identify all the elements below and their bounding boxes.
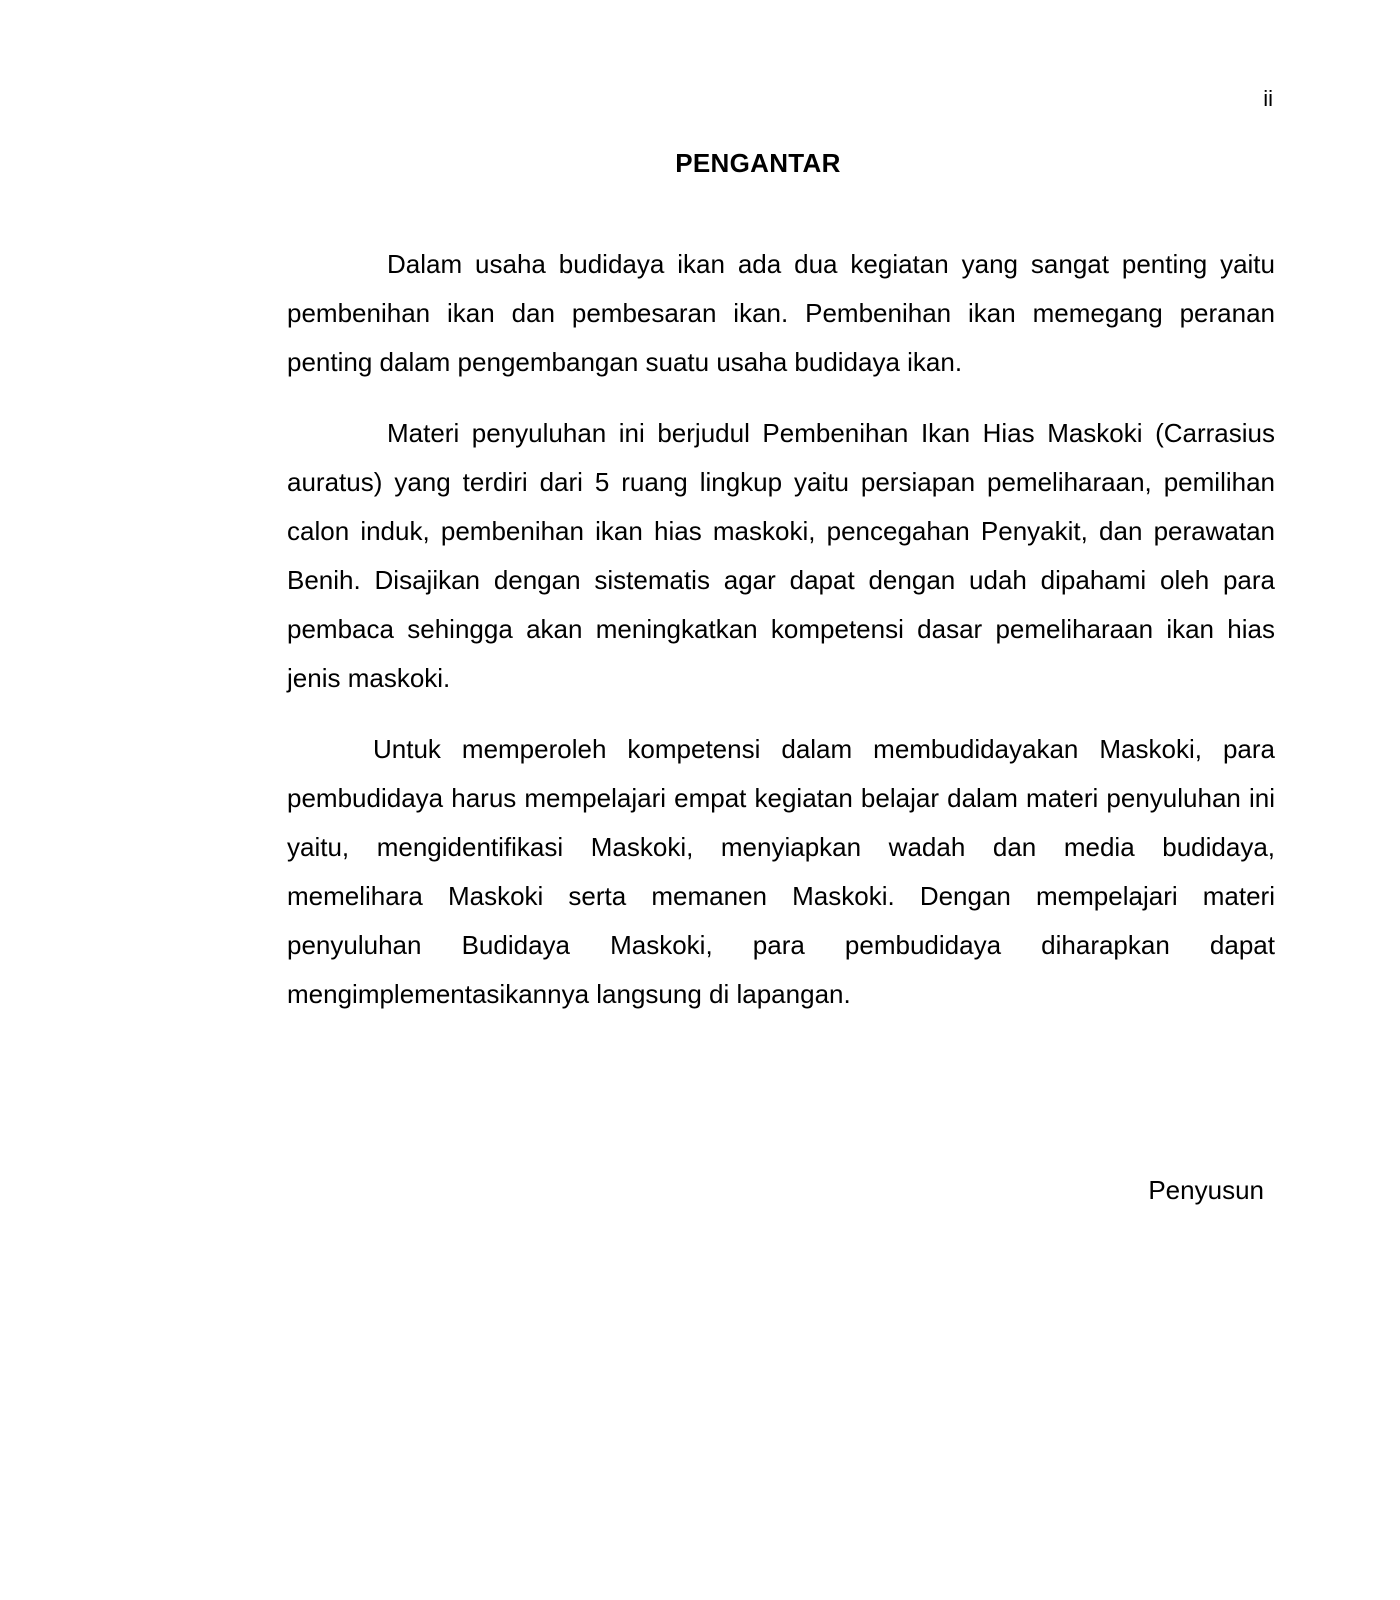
paragraph-3: Untuk memperoleh kompetensi dalam membudidayakan Maskoki, para pembudidaya harus mempelajari empat kegiatan belajar dalam materi penyuluhan ini yaitu, mengidentifikasi Maskoki, menyiapkan wadah dan media budidaya, memelihara Maskoki serta memanen Maskoki. Dengan mempelajari materi penyuluhan Budidaya Maskoki, para pembudidaya diharapkan dapat mengimplementasikannya langsung di lapangan. (287, 734, 1275, 1009)
paragraph-1: Dalam usaha budidaya ikan ada dua kegiatan yang sangat penting yaitu pembenihan ikan dan pembesaran ikan. Pembenihan ikan memegang peranan penting dalam pengembangan suatu usaha budidaya ikan. (287, 249, 1275, 377)
signature: Penyusun (1148, 1175, 1264, 1205)
body-text (287, 240, 1275, 1041)
page-number: ii (1263, 86, 1273, 111)
paragraph-2: Materi penyuluhan ini berjudul Pembenihan Ikan Hias Maskoki (Carrasius auratus) yang terdiri dari 5 ruang lingkup yaitu persiapan pemeliharaan, pemilihan calon induk, pembenihan ikan hias maskoki, pencegahan Penyakit, dan perawatan Benih. Disajikan dengan sistematis agar dapat dengan udah dipahami oleh para pembaca sehingga akan meningkatkan kompetensi dasar pemeliharaan ikan hias jenis maskoki. (287, 418, 1275, 693)
page-title: PENGANTAR (675, 148, 841, 178)
